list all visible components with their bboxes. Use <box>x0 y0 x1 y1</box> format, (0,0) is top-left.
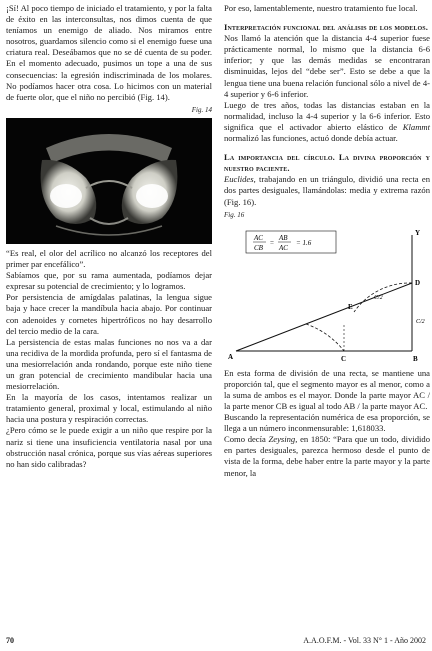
figure-14-photo <box>6 118 212 244</box>
text-span: , en 1850: “Para que un todo, dividido en partes desiguales, parezca hermoso desde el punto de vista de la forma, debe haber entre la parte mayor y la parte menor, la <box>224 434 430 478</box>
hypotenuse-ad <box>236 283 412 351</box>
figure-16-caption: Fig. 16 <box>224 210 245 219</box>
section-heading: La importancia del círculo. La divina proporción y nuestro paciente. <box>224 152 430 174</box>
formula-cb: CB <box>254 243 263 252</box>
paragraph: ¡Sí! Al poco tiempo de iniciado el tratamiento, y por la falta de éxito en las interconsultas, nos dimos cuenta de que teníamos un enemigo de aliado. Nos miramos entre nosotros, guardamos silencio como si el enemigo fuese una criatura real. Deseábamos que no se dé cuenta de su poder. En el momento adecuado, pusimos un tope a una de sus consecuencias: la egresión indiscriminada de los molares. No podíamos hacer otra cosa. Lo hicimos con un material de fuerte olor, que el niño no percibió (Fig. 14). <box>6 3 212 102</box>
svg-text:=: = <box>270 238 274 247</box>
right-column <box>224 3 430 479</box>
text-span: Como decía <box>224 434 269 445</box>
label-b: B <box>413 354 418 363</box>
author-name: Euclides <box>224 174 254 185</box>
left-column <box>6 3 212 470</box>
paragraph: En la mayoría de los casos, intentamos realizar un tratamiento general, proximal y local, estimulando al niño hacia una postura y respiración correctas. <box>6 392 212 425</box>
label-d: D <box>415 278 421 287</box>
figure-16-diagram <box>224 223 430 368</box>
formula-ac2: AC <box>279 243 288 252</box>
formula-value: = 1.6 <box>296 238 312 247</box>
section-heading: Interpretación funcional del análisis de los modelos. <box>224 22 428 33</box>
paragraph: “Es real, el olor del acrílico no alcanzó los receptores del primer par encefálico”. <box>6 247 212 270</box>
paragraph: La persistencia de estas malas funciones no nos va a dar una recidiva de la mordida profunda, pero sí el fantasma de una mesiorrelación anda rondando, porque este niño tiene un gran potencial de crecimiento mandibular hacia una mesiorrelación. <box>6 336 212 392</box>
formula-ab: AB <box>279 233 288 242</box>
paragraph: Nos llamó la atención que la distancia 4-4 superior fuese prácticamente normal, lo mismo que la distancia 6-6 inferior; y que las demás medidas se encontraran disminuidas, lejos del “debe ser”. Esto se debe a que la lengua tiene una buena relación funcional sólo a nivel de 4-4 superior y 6-6 inferior. <box>224 33 430 99</box>
label-y: Y <box>415 228 421 237</box>
label-a: A <box>228 352 234 361</box>
paragraph: Por persistencia de amígdalas palatinas, la lengua sigue baja y hace crecer la mandíbula hacia abajo. Por continuar con adenoides y cornetes hipertróficos no hay desarrollo del tercio medio de la cara. <box>6 292 212 336</box>
label-c: C <box>341 354 347 363</box>
paragraph <box>224 174 430 207</box>
text-span: Luego de tres años, todas las distancias estaban en la normalidad, incluso la 4-4 superior y la 6-6 inferior. Esto significa que el activador abierto elástico de <box>224 99 430 132</box>
page-number: 70 <box>6 636 14 645</box>
text-span: , trabajando en un triángulo, dividió una recta en dos partes desiguales, llamándolas: media y extrema razón (Fig. 16). <box>224 174 430 207</box>
paragraph: Buscando la representación numérica de esa proporción, se llega a un número inconmensurable: 1,618033. <box>224 412 430 434</box>
figure-14-caption: Fig. 14 <box>191 105 212 114</box>
paragraph: Por eso, lamentablemente, nuestro tratamiento fue local. <box>224 3 418 13</box>
author-name: Klammt <box>402 121 430 132</box>
paragraph <box>224 100 430 144</box>
text-span: normalizó las funciones, actuó donde debía actuar. <box>224 133 398 144</box>
author-name: Zeysing <box>268 434 296 445</box>
journal-reference: A.A.O.F.M. - Vol. 33 N° 1 - Año 2002 <box>303 636 426 645</box>
paragraph: En esta forma de división de una recta, se mantiene una proporción tal, que el segmento mayor es al menor, como a la suma de ambos es el mayor. Donde la parte mayor AC / la parte menor CB es igual al todo AB / la parte mayor AC. <box>224 367 430 411</box>
label-c-over-2: C/2 <box>374 294 383 301</box>
label-c-over-2-side: C/2 <box>416 318 425 325</box>
paragraph: ¿Pero cómo se le puede exigir a un niño que respire por la nariz si tiene una insuficiencia ventilatoria nasal por una obstrucción nasal crónica, porque sus vías aéreas superiores no han sido calibradas? <box>6 425 212 469</box>
formula-ac: AC <box>254 233 263 242</box>
paragraph: Sabíamos que, por su rama aumentada, podíamos dejar expresar su potencial de crecimiento; y lo logramos. <box>6 270 212 292</box>
paragraph <box>224 434 430 478</box>
label-e: E <box>348 302 353 311</box>
